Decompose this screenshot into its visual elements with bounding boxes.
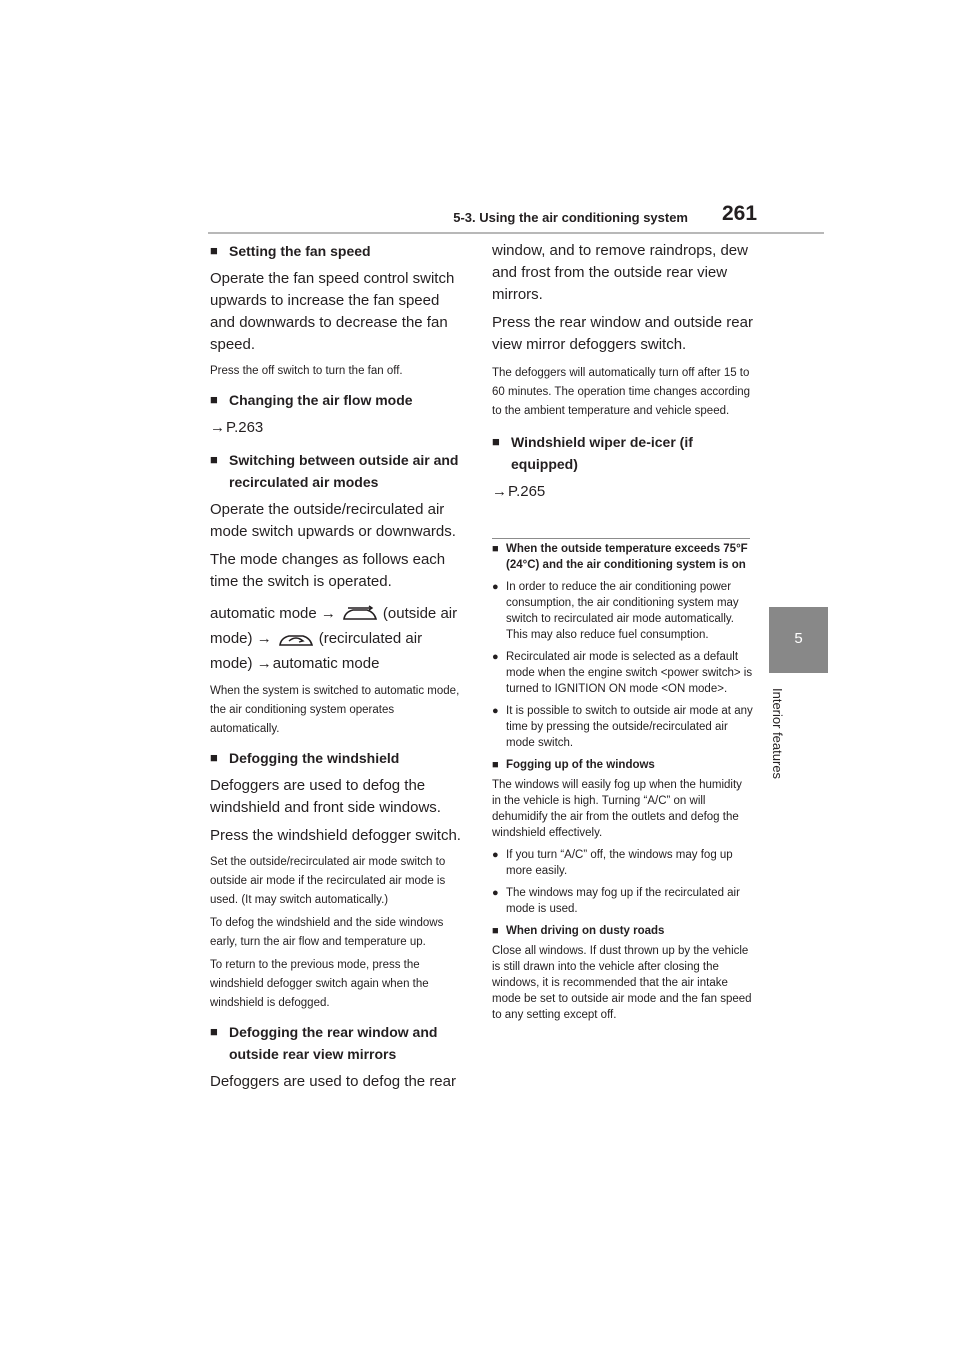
defog-body-2: Press the windshield defogger switch. <box>210 827 461 844</box>
recirculated-air-icon <box>277 630 315 648</box>
seq-outside-air: (outside air <box>382 605 458 622</box>
switching-note: When the system is switched to automatic mode, the air conditioning system operates automatically. <box>210 685 460 735</box>
switching-body-2: The mode changes as follows each time the switch is operated. <box>210 551 446 590</box>
left-column <box>210 240 465 1093</box>
airflow-ref-link[interactable]: P.263 <box>226 419 264 436</box>
chapter-number: 5 <box>794 630 803 647</box>
defog-heading: ■ Defogging the windshield <box>210 747 465 769</box>
mode-sequence <box>210 601 465 676</box>
arrow-icon: → <box>256 630 272 647</box>
arrow-icon: → <box>210 419 225 436</box>
note-heading-temperature: ■ When the outside temperature exceeds 75°F (24°C) and the air conditioning system is on <box>492 541 754 573</box>
deicer-ref-link[interactable]: P.265 <box>508 483 546 500</box>
seq-mode-2: mode) <box>210 655 253 672</box>
deicer-heading: ■ Windshield wiper de-icer (if equipped) <box>492 431 754 475</box>
deicer-ref <box>492 481 754 503</box>
switching-body: Operate the outside/recirculated air mode switch upwards or downwards. <box>210 501 456 540</box>
arrow-icon: → <box>320 605 336 622</box>
note-bullet: ● If you turn “A/C” off, the windows may fog up more easily. <box>492 847 754 879</box>
section-title: 5-3. Using the air conditioning system <box>453 210 688 225</box>
seq-mode-1: mode) <box>210 630 253 647</box>
fan-body: Operate the fan speed control switch upwards to increase the fan speed and downwards to decrease the fan speed. <box>210 270 455 353</box>
seq-automatic-2: automatic mode <box>272 655 380 672</box>
notes-divider <box>492 538 750 539</box>
defog-note-1: Set the outside/recirculated air mode switch to outside air mode if the recirculated air mode is used. (It may switch automatically.) <box>210 856 446 906</box>
note-bullet: ● It is possible to switch to outside air mode at any time by pressing the outside/recirculated air mode switch. <box>492 703 754 751</box>
fan-heading: ■ Setting the fan speed <box>210 240 465 262</box>
chapter-tab <box>769 607 828 673</box>
notes-section <box>492 541 754 1023</box>
defog-note-2: To defog the windshield and the side windows early, turn the air flow and temperature up. <box>210 917 444 948</box>
airflow-heading: ■ Changing the air flow mode <box>210 389 465 411</box>
note-body-fogging: The windows will easily fog up when the humidity in the vehicle is high. Turning “A/C” on will dehumidify the air from the outlets and defog the windshield effectively. <box>492 779 742 839</box>
note-heading-dusty: ■ When driving on dusty roads <box>492 923 754 939</box>
airflow-ref <box>210 417 465 439</box>
rear-note: The defoggers will automatically turn off after 15 to 60 minutes. The operation time changes according to the ambient temperature and vehicle speed. <box>492 367 751 417</box>
page-number: 261 <box>722 202 758 225</box>
chapter-label-text: Interior features <box>770 688 785 780</box>
arrow-icon: → <box>492 483 507 500</box>
outside-air-icon <box>341 605 379 623</box>
seq-automatic-1: automatic mode <box>210 605 317 622</box>
arrow-icon: → <box>256 655 272 672</box>
seq-recirculated: (recirculated air <box>318 630 423 647</box>
note-bullet: ● In order to reduce the air conditioning power consumption, the air conditioning system may switch to recirculated air mode automatically. This may also reduce fuel consumption. <box>492 579 754 643</box>
rear-body-start: Defoggers are used to defog the rear <box>210 1073 456 1090</box>
right-column <box>492 240 754 503</box>
rear-body-2: Press the rear window and outside rear view mirror defoggers switch. <box>492 314 753 353</box>
note-bullet: ● Recirculated air mode is selected as a default mode when the engine switch <power switch> is turned to IGNITION ON mode <ON mode>. <box>492 649 754 697</box>
note-heading-fogging: ■ Fogging up of the windows <box>492 757 754 773</box>
note-body-dusty: Close all windows. If dust thrown up by the vehicle is still drawn into the vehicle after closing the windows, it is recommended that the air intake mode be set to outside air mode and the fan speed to any setting except off. <box>492 945 752 1021</box>
chapter-label <box>771 688 791 798</box>
note-bullet: ● The windows may fog up if the recirculated air mode is used. <box>492 885 754 917</box>
fan-note: Press the off switch to turn the fan off. <box>210 365 403 377</box>
defog-body: Defoggers are used to defog the windshield and front side windows. <box>210 777 441 816</box>
rear-heading: ■ Defogging the rear window and outside rear view mirrors <box>210 1021 465 1065</box>
rear-body-cont: window, and to remove raindrops, dew and frost from the outside rear view mirrors. <box>492 242 748 303</box>
defog-note-3: To return to the previous mode, press the windshield defogger switch again when the windshield is defogged. <box>210 959 429 1009</box>
switching-heading: ■ Switching between outside air and recirculated air modes <box>210 449 465 493</box>
header-rule <box>208 232 824 234</box>
